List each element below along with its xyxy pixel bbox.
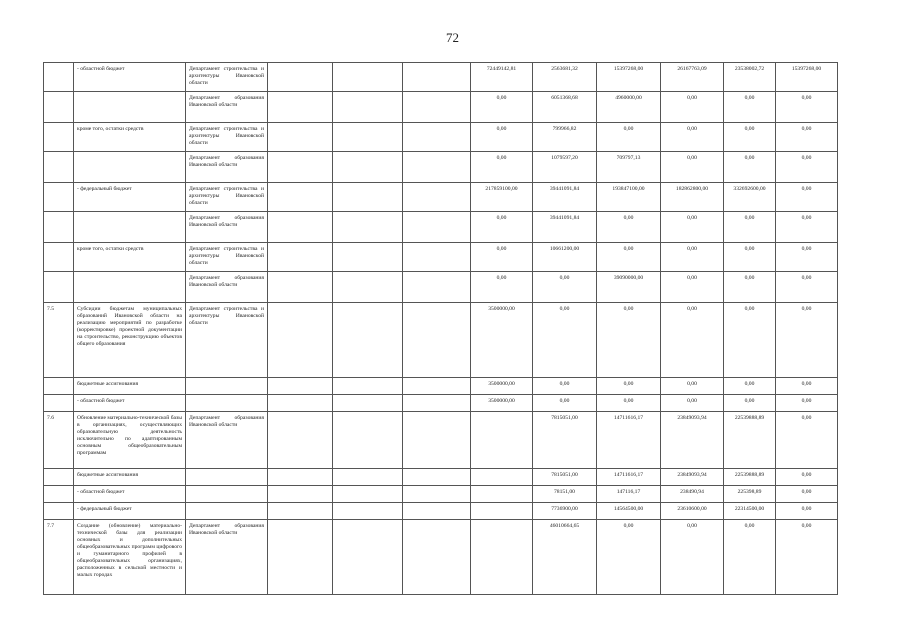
item-number-cell (44, 243, 74, 272)
value-cell: 0,00 (776, 183, 838, 212)
value-cell: 72449142,81 (471, 63, 533, 92)
empty-cell (403, 152, 471, 183)
table-row (44, 469, 838, 486)
value-cell: 22314500,00 (724, 503, 776, 520)
value-cell: 0,00 (533, 378, 597, 395)
item-name-cell: - федеральный бюджет (74, 503, 186, 520)
value-cell: 0,00 (776, 272, 838, 303)
value-cell: 0,00 (471, 272, 533, 303)
empty-cell (403, 183, 471, 212)
item-number-cell: 7.5 (44, 303, 74, 378)
empty-cell (403, 486, 471, 503)
value-cell (471, 469, 533, 486)
empty-cell (333, 183, 403, 212)
empty-cell (268, 243, 333, 272)
value-cell: 0,00 (597, 303, 661, 378)
table-row (44, 412, 838, 469)
executor-cell: Департамент строительства и архитектуры Ивановской области (186, 303, 268, 378)
item-number-cell (44, 272, 74, 303)
item-number-cell (44, 503, 74, 520)
item-name-cell: бюджетные ассигнования (74, 469, 186, 486)
empty-cell (268, 183, 333, 212)
value-cell: 23610600,00 (661, 503, 724, 520)
item-name-cell: - областной бюджет (74, 395, 186, 412)
empty-cell (268, 395, 333, 412)
value-cell: 0,00 (724, 303, 776, 378)
value-cell: 6051368,68 (533, 92, 597, 123)
item-name-cell: - областной бюджет (74, 486, 186, 503)
value-cell: 0,00 (471, 212, 533, 243)
value-cell: 4960000,00 (597, 92, 661, 123)
value-cell: 22539888,89 (724, 412, 776, 469)
value-cell: 14711616,17 (597, 469, 661, 486)
empty-cell (333, 503, 403, 520)
executor-cell: Департамент образования Ивановской области (186, 212, 268, 243)
empty-cell (333, 212, 403, 243)
empty-cell (403, 503, 471, 520)
value-cell: 0,00 (471, 92, 533, 123)
table-row (44, 243, 838, 272)
value-cell: 0,00 (776, 152, 838, 183)
table-row (44, 123, 838, 152)
item-name-cell (74, 212, 186, 243)
empty-cell (333, 272, 403, 303)
item-name-cell: бюджетные ассигнования (74, 378, 186, 395)
value-cell: 39090000,00 (597, 272, 661, 303)
empty-cell (268, 272, 333, 303)
value-cell: 22539888,89 (724, 469, 776, 486)
value-cell: 0,00 (661, 92, 724, 123)
empty-cell (333, 63, 403, 92)
value-cell: 182862800,00 (661, 183, 724, 212)
empty-cell (268, 520, 333, 595)
value-cell: 0,00 (776, 503, 838, 520)
empty-cell (333, 412, 403, 469)
empty-cell (403, 520, 471, 595)
value-cell: 39441091,84 (533, 212, 597, 243)
value-cell: 7815051,00 (533, 412, 597, 469)
value-cell: 0,00 (533, 303, 597, 378)
executor-cell: Департамент образования Ивановской области (186, 92, 268, 123)
empty-cell (403, 378, 471, 395)
item-number-cell (44, 152, 74, 183)
value-cell: 238490,94 (661, 486, 724, 503)
value-cell: 0,00 (776, 378, 838, 395)
table-row (44, 183, 838, 212)
empty-cell (403, 469, 471, 486)
value-cell: 0,00 (533, 272, 597, 303)
empty-cell (403, 412, 471, 469)
executor-cell: Департамент строительства и архитектуры Ивановской области (186, 243, 268, 272)
value-cell: 0,00 (724, 152, 776, 183)
value-cell: 15397268,00 (597, 63, 661, 92)
empty-cell (403, 92, 471, 123)
value-cell: 78151,00 (533, 486, 597, 503)
value-cell: 0,00 (661, 303, 724, 378)
table-row (44, 63, 838, 92)
value-cell: 1079597,20 (533, 152, 597, 183)
empty-cell (333, 243, 403, 272)
value-cell: 26167763,09 (661, 63, 724, 92)
value-cell: 0,00 (597, 212, 661, 243)
value-cell: 0,00 (776, 212, 838, 243)
executor-cell: Департамент строительства и архитектуры Ивановской области (186, 183, 268, 212)
item-number-cell (44, 123, 74, 152)
value-cell: 10661200,00 (533, 243, 597, 272)
value-cell: 0,00 (661, 395, 724, 412)
value-cell: 0,00 (776, 486, 838, 503)
value-cell: 0,00 (776, 303, 838, 378)
value-cell: 147116,17 (597, 486, 661, 503)
value-cell: 15397268,00 (776, 63, 838, 92)
empty-cell (268, 412, 333, 469)
table-row (44, 395, 838, 412)
value-cell: 7736900,00 (533, 503, 597, 520)
value-cell: 0,00 (597, 243, 661, 272)
value-cell: 0,00 (776, 469, 838, 486)
table-row (44, 212, 838, 243)
value-cell: 0,00 (661, 243, 724, 272)
empty-cell (333, 303, 403, 378)
value-cell: 0,00 (776, 520, 838, 595)
table-row (44, 520, 838, 595)
value-cell: 217859100,00 (471, 183, 533, 212)
value-cell: 0,00 (661, 520, 724, 595)
value-cell: 0,00 (724, 92, 776, 123)
item-name-cell: - областной бюджет (74, 63, 186, 92)
empty-cell (333, 378, 403, 395)
value-cell: 23849093,94 (661, 469, 724, 486)
empty-cell (268, 503, 333, 520)
table-row (44, 303, 838, 378)
value-cell: 0,00 (724, 378, 776, 395)
empty-cell (333, 152, 403, 183)
page-number: 72 (446, 30, 459, 45)
value-cell: 39441091,84 (533, 183, 597, 212)
value-cell: 0,00 (471, 152, 533, 183)
empty-cell (403, 123, 471, 152)
empty-cell (333, 520, 403, 595)
item-name-cell (74, 272, 186, 303)
value-cell: 0,00 (661, 272, 724, 303)
value-cell: 0,00 (776, 395, 838, 412)
executor-cell (186, 395, 268, 412)
executor-cell: Департамент образования Ивановской области (186, 152, 268, 183)
table-row (44, 378, 838, 395)
value-cell: 0,00 (471, 123, 533, 152)
value-cell: 0,00 (661, 378, 724, 395)
value-cell: 0,00 (724, 520, 776, 595)
value-cell: 3500000,00 (471, 303, 533, 378)
value-cell: 2563681,32 (533, 63, 597, 92)
item-name-cell: Обновление материально-технической базы в организациях, осуществляющих образовательную деятельность исключительно по адаптированным основным общеобразовательным программам (74, 412, 186, 469)
table-row (44, 92, 838, 123)
value-cell: 0,00 (597, 378, 661, 395)
empty-cell (333, 469, 403, 486)
value-cell: 3500000,00 (471, 395, 533, 412)
value-cell: 0,00 (661, 152, 724, 183)
value-cell: 14711616,17 (597, 412, 661, 469)
value-cell: 0,00 (724, 243, 776, 272)
executor-cell: Департамент строительства и архитектуры Ивановской области (186, 123, 268, 152)
value-cell (471, 503, 533, 520)
item-number-cell (44, 212, 74, 243)
item-number-cell (44, 92, 74, 123)
value-cell: 225398,89 (724, 486, 776, 503)
value-cell: 23849093,94 (661, 412, 724, 469)
executor-cell: Департамент образования Ивановской области (186, 412, 268, 469)
value-cell: 332692600,00 (724, 183, 776, 212)
item-number-cell: 7.7 (44, 520, 74, 595)
value-cell: 0,00 (471, 243, 533, 272)
empty-cell (403, 212, 471, 243)
table-row (44, 152, 838, 183)
item-name-cell (74, 92, 186, 123)
empty-cell (268, 378, 333, 395)
value-cell: 799966,82 (533, 123, 597, 152)
empty-cell (403, 272, 471, 303)
table-row (44, 486, 838, 503)
value-cell: 0,00 (724, 123, 776, 152)
value-cell: 0,00 (724, 395, 776, 412)
value-cell: 23538002,72 (724, 63, 776, 92)
item-name-cell (74, 152, 186, 183)
item-number-cell (44, 395, 74, 412)
value-cell (471, 412, 533, 469)
item-number-cell (44, 183, 74, 212)
item-name-cell: - федеральный бюджет (74, 183, 186, 212)
table-row (44, 503, 838, 520)
value-cell (471, 520, 533, 595)
empty-cell (403, 243, 471, 272)
value-cell: 0,00 (661, 123, 724, 152)
value-cell: 709797,13 (597, 152, 661, 183)
item-number-cell (44, 63, 74, 92)
empty-cell (333, 123, 403, 152)
empty-cell (333, 395, 403, 412)
value-cell: 0,00 (776, 92, 838, 123)
value-cell: 46010664,65 (533, 520, 597, 595)
value-cell: 14564500,00 (597, 503, 661, 520)
item-name-cell: Субсидии бюджетам муниципальных образований Ивановской области на реализацию мероприятий по разработке (корректировке) проектной документации на строительство, реконструкцию объектов общего образования (74, 303, 186, 378)
empty-cell (403, 63, 471, 92)
empty-cell (333, 92, 403, 123)
value-cell: 0,00 (776, 123, 838, 152)
value-cell: 0,00 (533, 395, 597, 412)
executor-cell (186, 503, 268, 520)
empty-cell (333, 486, 403, 503)
item-name-cell: кроме того, остатки средств (74, 123, 186, 152)
value-cell: 7815051,00 (533, 469, 597, 486)
value-cell: 0,00 (776, 412, 838, 469)
value-cell: 193847100,00 (597, 183, 661, 212)
value-cell: 0,00 (776, 243, 838, 272)
item-number-cell (44, 486, 74, 503)
value-cell: 0,00 (724, 212, 776, 243)
executor-cell (186, 486, 268, 503)
executor-cell: Департамент образования Ивановской области (186, 272, 268, 303)
executor-cell (186, 378, 268, 395)
empty-cell (268, 152, 333, 183)
item-name-cell: Создание (обновление) материально-технической базы для реализации основных и дополнительных общеобразовательных программ цифрового и гуманитарного профилей в общеобразовательных организациях, расположенных в сельской местности и малых городах (74, 520, 186, 595)
item-number-cell (44, 378, 74, 395)
empty-cell (268, 92, 333, 123)
empty-cell (268, 63, 333, 92)
executor-cell (186, 469, 268, 486)
item-name-cell: кроме того, остатки средств (74, 243, 186, 272)
value-cell: 0,00 (597, 395, 661, 412)
budget-table (43, 62, 838, 595)
value-cell (471, 486, 533, 503)
empty-cell (403, 395, 471, 412)
empty-cell (268, 486, 333, 503)
item-number-cell (44, 469, 74, 486)
executor-cell: Департамент строительства и архитектуры Ивановской области (186, 63, 268, 92)
empty-cell (268, 303, 333, 378)
value-cell: 0,00 (597, 520, 661, 595)
empty-cell (268, 123, 333, 152)
value-cell: 0,00 (597, 123, 661, 152)
empty-cell (268, 212, 333, 243)
value-cell: 3500000,00 (471, 378, 533, 395)
executor-cell: Департамент образования Ивановской области (186, 520, 268, 595)
value-cell: 0,00 (661, 212, 724, 243)
empty-cell (403, 303, 471, 378)
item-number-cell: 7.6 (44, 412, 74, 469)
empty-cell (268, 469, 333, 486)
value-cell: 0,00 (724, 272, 776, 303)
table-row (44, 272, 838, 303)
